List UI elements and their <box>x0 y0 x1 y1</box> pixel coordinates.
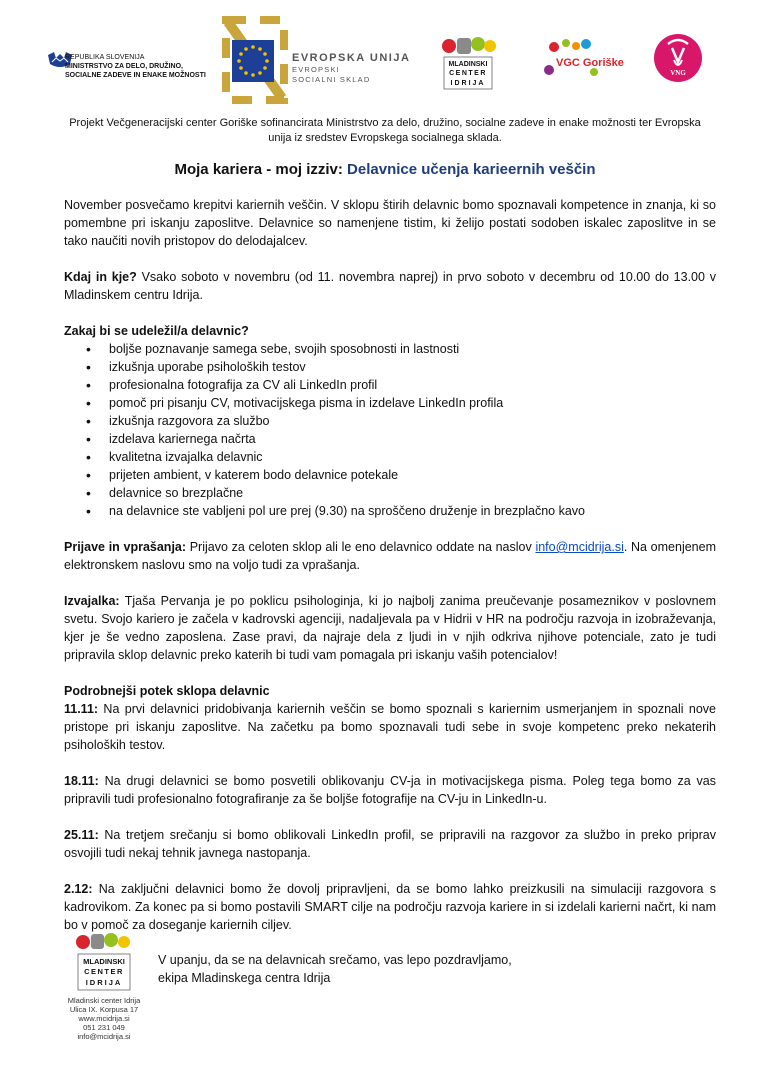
why-list <box>64 340 716 520</box>
eu-line-1: EVROPSKA UNIJA <box>292 52 411 64</box>
session-date: 25.11: <box>64 828 99 842</box>
title-part-1: Moja kariera - moj izziv: <box>174 161 348 178</box>
address-line[interactable]: www.mcidrija.si <box>78 1014 130 1023</box>
apply-label: Prijave in vprašanja: <box>64 540 187 554</box>
vng-text: VNG <box>670 69 686 77</box>
vgc-goriske-logo <box>544 39 624 76</box>
apply-text-1: Prijavo za celoten sklop ali le eno delavnico oddate na naslov <box>186 540 536 554</box>
address-line[interactable]: info@mcidrija.si <box>77 1032 131 1041</box>
mc-line-2: CENTER <box>449 70 487 77</box>
session-text: Na tretjem srečanju si bomo oblikovali LinkedIn profil, se pripravili na razgovor za službo in preko priprav osvojili tudi nekaj tehnik javnega nastopanja. <box>64 828 716 860</box>
address-line: Mladinski center Idrija <box>67 996 141 1005</box>
list-item: • profesionalna fotografija za CV ali LinkedIn profil <box>64 376 716 394</box>
session-text: Na zaključni delavnici bomo že dovolj pripravljeni, da se bomo lahko preizkusili na simulaciji razgovora s kadrovikom. Za konec pa si bomo postavili SMART cilje na področju razvoja kariere in si izdelali karierni načrt, ki nam bo v pomoč za doseganje kariernih ciljev. <box>64 882 716 932</box>
document-title <box>60 160 710 180</box>
session-paragraph <box>64 880 716 934</box>
session-paragraph <box>64 826 716 862</box>
vng-logo <box>654 34 702 82</box>
closing-line-1: V upanju, da se na delavnicah srečamo, vas lepo pozdravljamo, <box>158 953 512 967</box>
footer-mc-line-3: IDRIJA <box>85 978 123 987</box>
mladinski-center-logo <box>442 37 496 89</box>
session-paragraph <box>64 772 716 808</box>
list-item: • pomoč pri pisanju CV, motivacijskega pisma in izdelave LinkedIn profila <box>64 394 716 412</box>
when-text: Vsako soboto v novembru (od 11. novembra naprej) in prvo soboto v decembru od 10.00 do 13.00 v Mladinskem centru Idrija. <box>64 270 716 302</box>
project-intro: Projekt Večgeneracijski center Goriške sofinancirata Ministrstvo za delo, družino, socialne zadeve in enake možnosti ter Evropska unija iz sredstev Evropskega socialnega sklada. <box>69 117 701 144</box>
email-link[interactable]: info@mcidrija.si <box>535 540 624 554</box>
intro-paragraph: November posvečamo krepitvi kariernih veščin. V sklopu štirih delavnic bomo spoznavali kompetence in znanja, ki so pomembne pri iskanju zaposlitve. Delavnice so namenjene tistim, ki želijo postati sodoben iskalec zaposlitve in se tako naučiti novih pristopov do delodajalcev. <box>64 198 716 248</box>
when-label: Kdaj in kje? <box>64 270 137 284</box>
list-item: • izdelava kariernega načrta <box>64 430 716 448</box>
apply-text-2: . Na omenjenem elektronskem naslovu smo na voljo tudi za vprašanja. <box>64 540 716 572</box>
footer-address <box>58 996 150 1041</box>
vgc-text: VGC Goriške <box>556 57 624 69</box>
ministry-line-1: REPUBLIKA SLOVENIJA <box>65 54 145 61</box>
session-text: Na prvi delavnici pridobivanja kariernih veščin se bomo spoznali s kariernim usmerjanjem in spoznali nove pristope pri iskanju zaposlitve. Na začetku pa bomo spoznavali tudi sebe in svoje kompetenc preko nekaterih psiholoških testov. <box>64 702 716 752</box>
address-line: 051 231 049 <box>83 1023 125 1032</box>
details-heading: Podrobnejši potek sklopa delavnic <box>64 684 270 698</box>
mc-line-3: IDRIJA <box>450 80 486 87</box>
closing-greeting <box>158 951 578 987</box>
list-item: • delavnice so brezplačne <box>64 484 716 502</box>
list-item: • na delavnice ste vabljeni pol ure prej (9.30) na sproščeno druženje in brezplačno kavo <box>64 502 716 520</box>
closing-line-2: ekipa Mladinskega centra Idrija <box>158 971 331 985</box>
presenter-emphasis: Zase pravi, da najraje dela z ljudi in v njih odkriva njihove potenciale, zato je tudi pripravila sklop delavnic preko katerih bi tudi vam pomagala pri iskanju vaših potencialov! <box>64 630 716 662</box>
title-part-2: Delavnice učenja karieernih veščin <box>347 161 596 178</box>
presenter-label: Izvajalka: <box>64 594 120 608</box>
why-heading: Zakaj bi se udeležil/a delavnic? <box>64 324 249 338</box>
session-paragraph <box>64 700 716 754</box>
eu-line-2: EVROPSKI <box>292 65 340 74</box>
list-item: • prijeten ambient, v katerem bodo delavnice potekale <box>64 466 716 484</box>
address-line: Ulica IX. Korpusa 17 <box>69 1005 139 1014</box>
mc-line-1: MLADINSKI <box>448 61 488 68</box>
eu-line-3: SOCIALNI SKLAD <box>292 75 371 84</box>
footer-mc-line-1: MLADINSKI <box>83 957 125 966</box>
session-date: 18.11: <box>64 774 99 788</box>
session-text: Na drugi delavnici se bomo posvetili oblikovanju CV-ja in motivacijskega pisma. Poleg tega bomo za vas pripravili tudi profesionalno fotografiranje za še boljše fotografije na CV-ju in LinkedIn-u. <box>64 774 716 806</box>
session-date: 11.11: <box>64 702 99 716</box>
document-body <box>64 196 716 934</box>
ministry-line-3: SOCIALNE ZADEVE IN ENAKE MOŽNOSTI <box>65 72 206 79</box>
footer-mc-logo <box>74 930 136 994</box>
ministry-logo <box>48 52 206 79</box>
list-item: • boljše poznavanje samega sebe, svojih sposobnosti in lastnosti <box>64 340 716 358</box>
presenter-text: Tjaša Pervanja je po poklicu psihologinja, ki jo najbolj zanima preučevanje posameznikov v poslovnem svetu. Svojo kariero je začela v kadrovski agenciji, nadaljevala pa v Hidrii v HR na področju razvoja in izobraževanja, kjer je še vedno zaposlena. <box>64 594 716 644</box>
presenter-paragraph <box>64 592 716 664</box>
eu-social-fund-logo <box>226 20 410 100</box>
apply-paragraph <box>64 538 716 574</box>
ministry-line-2: MINISTRSTVO ZA DELO, DRUŽINO, <box>65 63 183 70</box>
list-item: • izkušnja razgovora za službo <box>64 412 716 430</box>
logo-bar <box>0 0 770 105</box>
when-where-paragraph <box>64 268 716 304</box>
list-item: • izkušnja uporabe psiholoških testov <box>64 358 716 376</box>
list-item: • kvalitetna izvajalka delavnic <box>64 448 716 466</box>
session-date: 2.12: <box>64 882 93 896</box>
footer-mc-line-2: CENTER <box>84 967 124 976</box>
